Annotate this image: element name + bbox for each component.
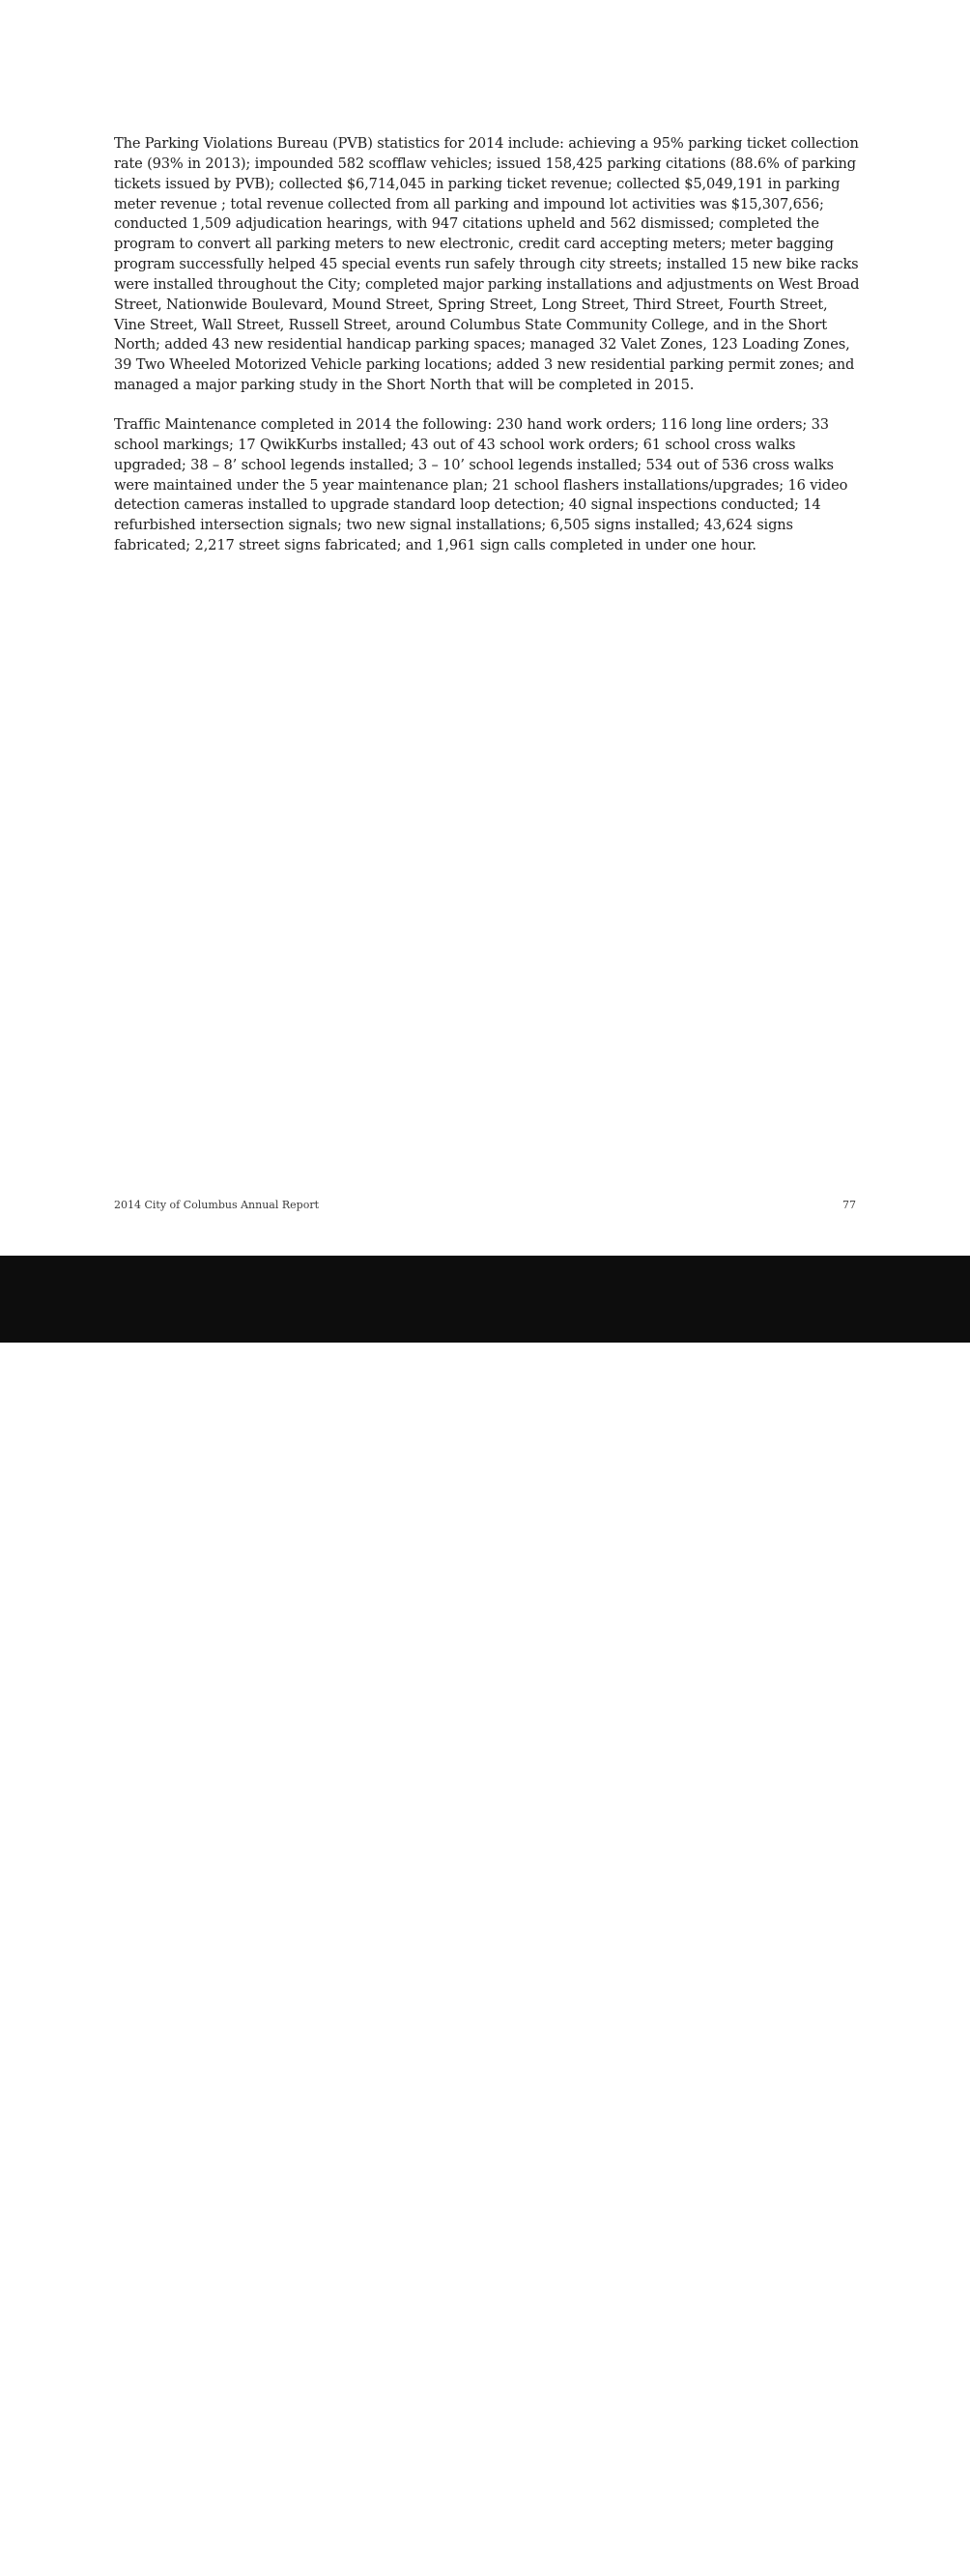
image-id-label: Image ID: 3BGJR7N: [798, 2534, 922, 2549]
footer-report-title: 2014 City of Columbus Annual Report: [114, 1199, 319, 1211]
watermark-url: www.alamy.com: [781, 2555, 922, 2575]
paragraph-parking-violations: The Parking Violations Bureau (PVB) statistics for 2014 include: achieving a 95% parking ticket collection rate (93% in 2013); impounded 582 scofflaw vehicles; issued 158,425 parking citations (88.6% of parking tickets issued by PVB); collected $6,714,045 in parking ticket revenue; collected $5,049,191 in parking meter revenue ; total revenue collected from all parking and impound lot activities was $15,307,656; conducted 1,509 adjudication hearings, with 947 citations upheld and 562 dismissed; completed the program to convert all parking meters to new electronic, credit card accepting meters; meter bagging program successfully helped 45 special events run safely through city streets; installed 15 new bike racks were installed throughout the City; completed major parking installations and adjustments on West Broad Street, Nationwide Boulevard, Mound Street, Spring Street, Long Street, Third Street, Fourth Street, Vine Street, Wall Street, Russell Street, around Columbus State Community College, and in the Short North; added 43 new residential handicap parking spaces; managed 32 Valet Zones, 123 Loading Zones, 39 Two Wheeled Motorized Vehicle parking locations; added 3 new residential parking permit zones; and managed a major parking study in the Short North that will be completed in 2015.: [114, 135, 860, 394]
alamy-logo: alamy: [50, 2522, 187, 2571]
document-page: [0, 0, 970, 1256]
page-number: 77: [842, 1199, 856, 1211]
paragraph-traffic-maintenance: Traffic Maintenance completed in 2014 the following: 230 hand work orders; 116 long line orders; 33 school markings; 17 QwikKurbs installed; 43 out of 43 school work orders; 61 school cross walks upgraded; 38 – 8’ school legends installed; 3 – 10’ school legends installed; 534 out of 536 cross walks were maintained under the 5 year maintenance plan; 21 school flashers installations/upgrades; 16 video detection cameras installed to upgrade standard loop detection; 40 signal inspections conducted; 14 refurbished intersection signals; two new signal installations; 6,505 signs installed; 43,624 signs fabricated; 2,217 street signs fabricated; and 1,961 sign calls completed in under one hour.: [114, 416, 848, 554]
watermark-bar: [0, 1256, 970, 2575]
